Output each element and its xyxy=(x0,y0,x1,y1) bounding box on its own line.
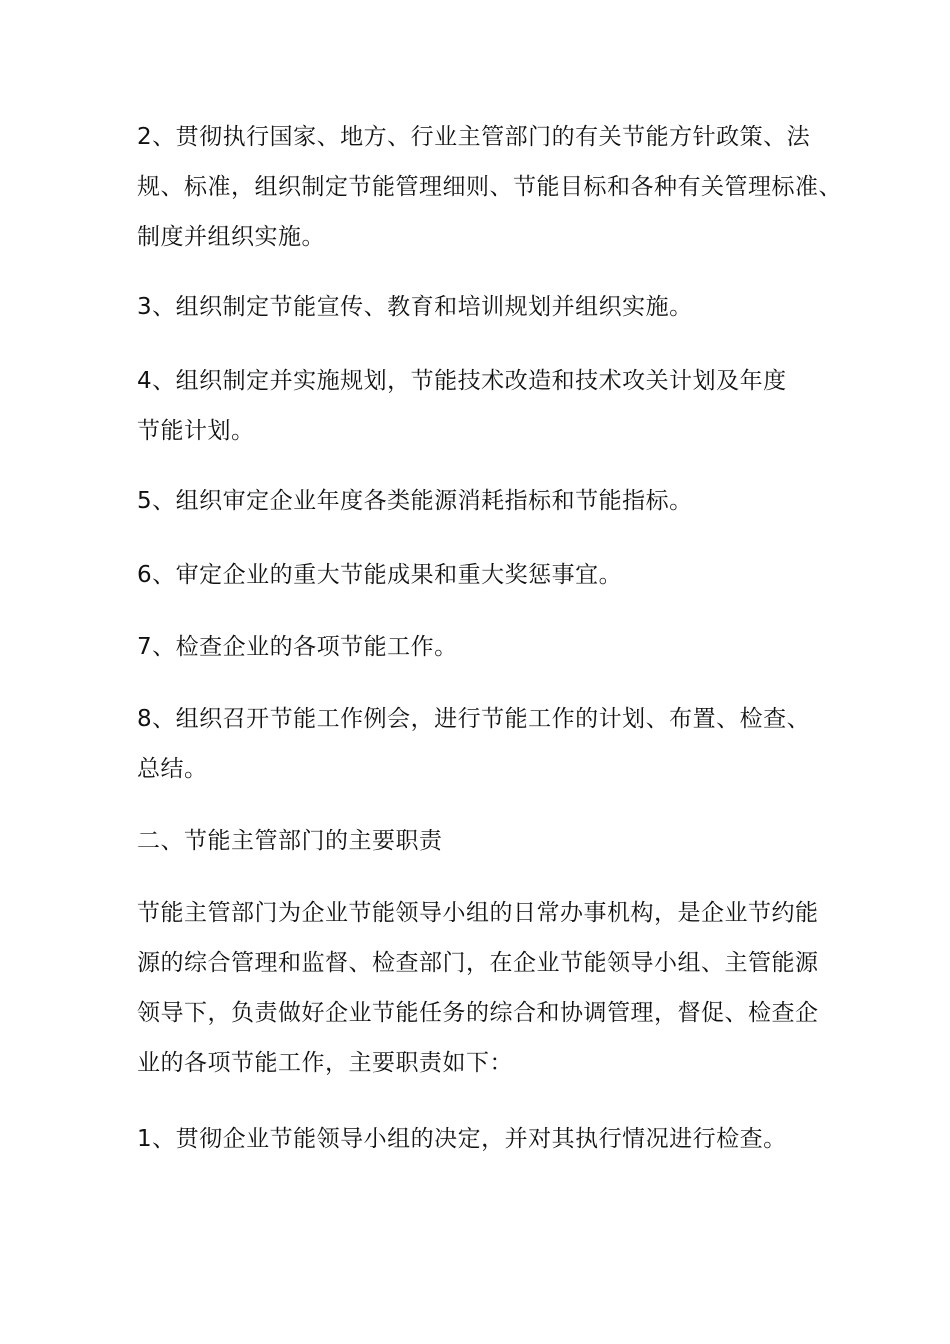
paragraph-item-8-line-2: 总结。 xyxy=(137,756,208,782)
paragraph-item-4-line-1: 4、组织制定并实施规划，节能技术改造和技术攻关计划及年度 xyxy=(137,368,787,394)
section-intro-line-3: 领导下，负责做好企业节能任务的综合和协调管理，督促、检查企 xyxy=(137,1000,819,1026)
paragraph-item-8-line-1: 8、组织召开节能工作例会，进行节能工作的计划、布置、检查、 xyxy=(137,706,811,732)
section-intro-line-2: 源的综合管理和监督、检查部门，在企业节能领导小组、主管能源 xyxy=(137,950,819,976)
paragraph-duty-1: 1、贯彻企业节能领导小组的决定，并对其执行情况进行检查。 xyxy=(137,1126,787,1152)
paragraph-item-2-line-2: 规、标准，组织制定节能管理细则、节能目标和各种有关管理标准、 xyxy=(137,174,842,200)
section-intro-line-1: 节能主管部门为企业节能领导小组的日常办事机构，是企业节约能 xyxy=(137,900,819,926)
section-intro-line-4: 业的各项节能工作，主要职责如下： xyxy=(137,1050,513,1076)
paragraph-item-7: 7、检查企业的各项节能工作。 xyxy=(137,634,458,660)
paragraph-item-2-line-1: 2、贯彻执行国家、地方、行业主管部门的有关节能方针政策、法 xyxy=(137,124,811,150)
paragraph-item-2-line-3: 制度并组织实施。 xyxy=(137,224,325,250)
paragraph-item-4-line-2: 节能计划。 xyxy=(137,418,255,444)
section-heading: 二、节能主管部门的主要职责 xyxy=(137,828,443,854)
paragraph-item-3: 3、组织制定节能宣传、教育和培训规划并组织实施。 xyxy=(137,294,693,320)
paragraph-item-6: 6、审定企业的重大节能成果和重大奖惩事宜。 xyxy=(137,562,623,588)
paragraph-item-5: 5、组织审定企业年度各类能源消耗指标和节能指标。 xyxy=(137,488,693,514)
